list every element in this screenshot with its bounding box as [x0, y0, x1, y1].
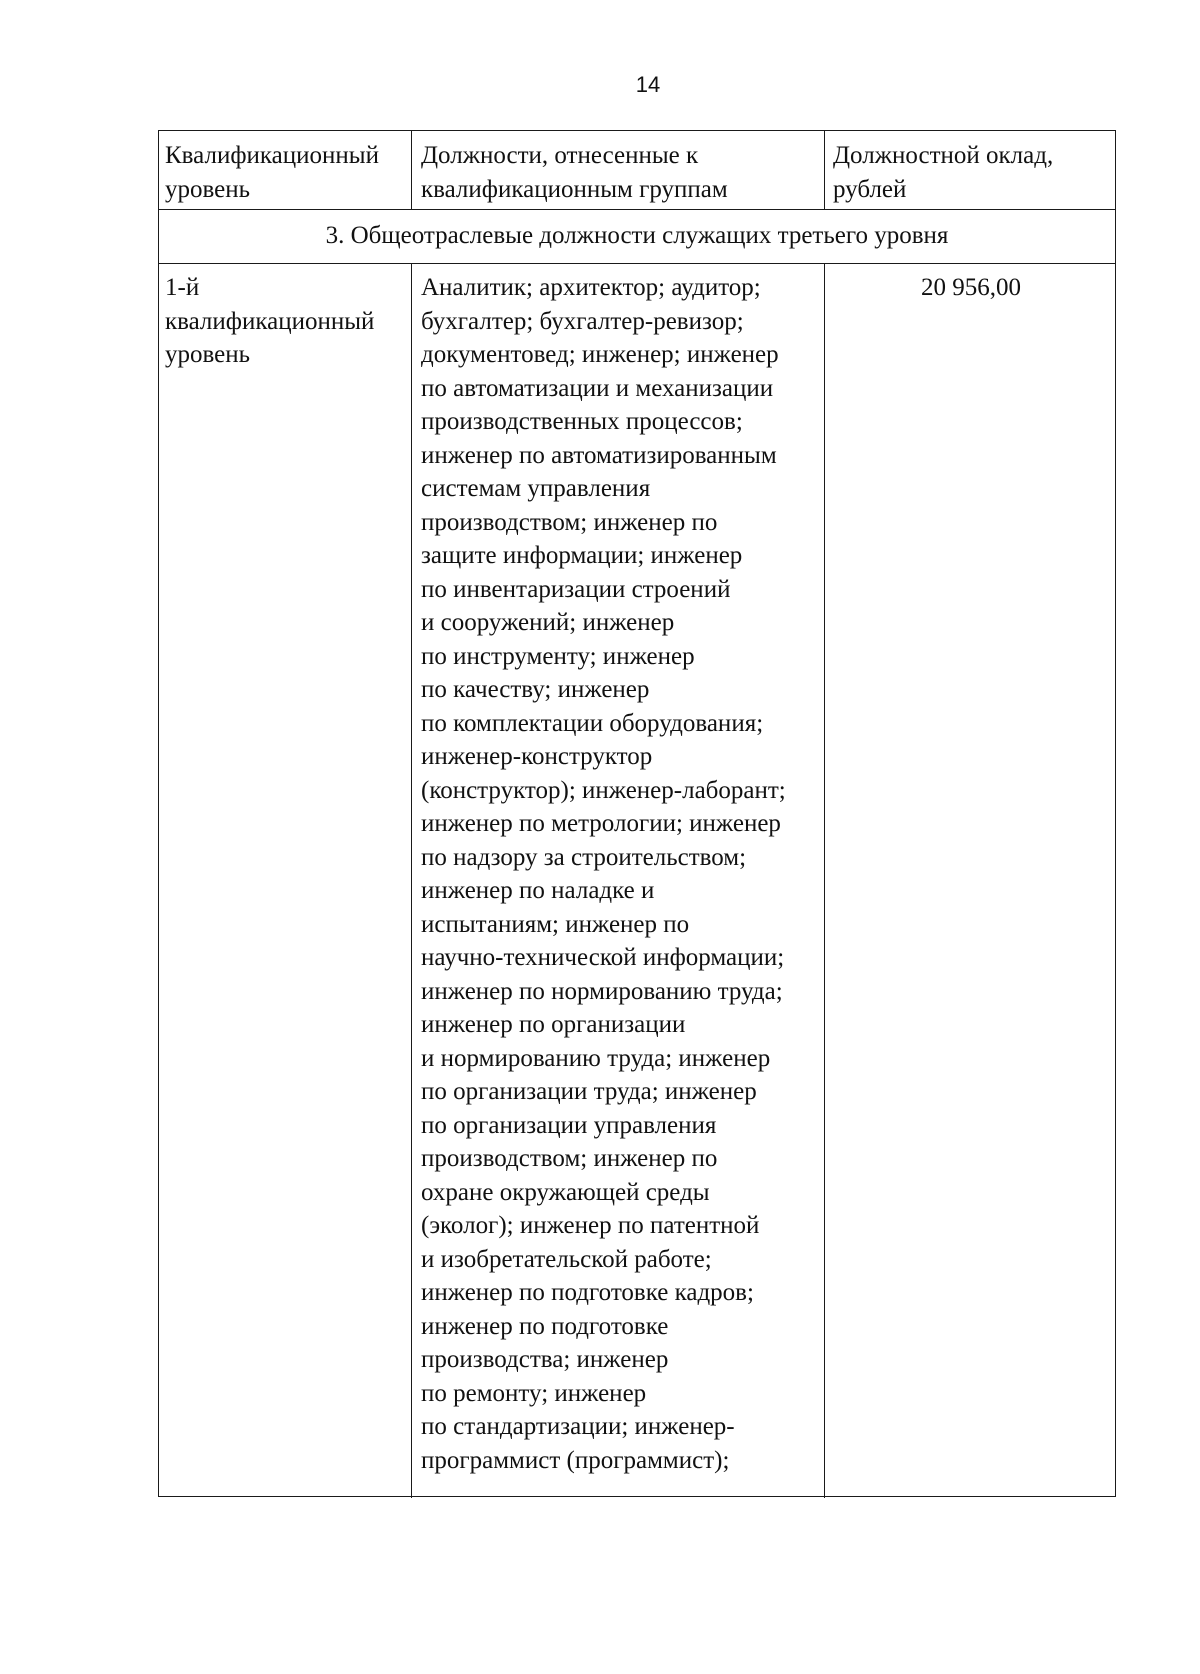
- section-title: 3. Общеотраслевые должности служащих третьего уровня: [325, 222, 949, 249]
- header-qualification-level: Квалификационный уровень: [165, 142, 379, 203]
- section-divider: [159, 263, 1115, 264]
- header-salary: Должностной оклад, рублей: [833, 142, 1054, 203]
- salary-table: [158, 130, 1116, 1497]
- col-divider-2-header: [824, 131, 825, 209]
- row-qualification-level: 1-й квалификационный уровень: [165, 274, 375, 368]
- col-divider-1-header: [411, 131, 412, 209]
- header-divider: [159, 209, 1115, 210]
- header-positions: Должности, отнесенные к квалификационным группам: [421, 142, 728, 203]
- page-number: 14: [635, 72, 661, 97]
- row-salary-value: 20 956,00: [921, 274, 1021, 301]
- row-positions-list: Аналитик; архитектор; аудитор; бухгалтер; бухгалтер-ревизор; документовед; инженер; инженер по автоматизации и механизации производственных процессов; инженер по автоматизированным системам управления производством; инженер по защите информации; инженер по инвентаризации строений и сооружений; инженер по инструменту; инженер по качеству; инженер по комплектации оборудования; инженер-конструктор (конструктор); инженер-лаборант; инженер по метрологии; инженер по надзору за строительством; инженер по наладке и испытаниям; инженер по научно-технической информации; инженер по нормированию труда; инженер по организации и нормированию труда; инженер по организации труда; инженер по организации управления производством; инженер по охране окружающей среды (эколог); инженер по патентной и изобретательской работе; инженер по подготовке кадров; инженер по подготовке производства; инженер по ремонту; инженер по стандартизации; инженер- программист (программист);: [421, 274, 786, 1474]
- col-divider-2-body: [824, 263, 825, 1498]
- col-divider-1-body: [411, 263, 412, 1498]
